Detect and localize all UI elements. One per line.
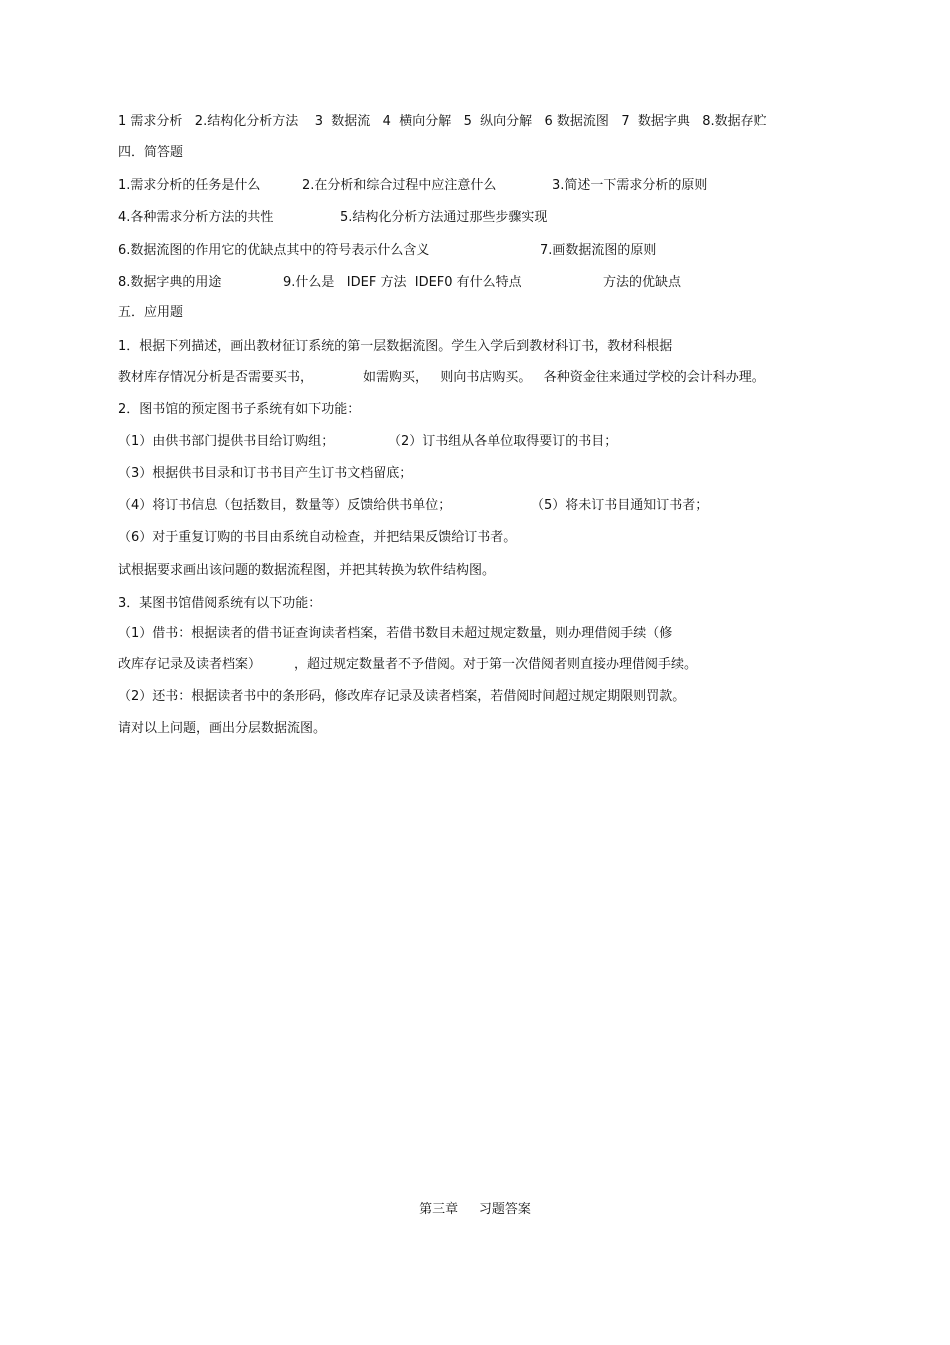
app1-line-1: 1．根据下列描述，画出教材征订系统的第一层数据流图。学生入学后到教材科订书，教材科根据 bbox=[118, 339, 673, 354]
page-footer-chapter-title: 第三章 习题答案 bbox=[419, 1202, 531, 1217]
app3-line-2-b: ，超过规定数量者不予借阅。对于第一次借阅者则直接办理借阅手续。 bbox=[294, 657, 698, 672]
app2-item-6: （6）对于重复订购的书目由系统自动检查，并把结果反馈给订书者。 bbox=[118, 530, 517, 545]
app2-intro: 2．图书馆的预定图书子系统有如下功能： bbox=[118, 402, 361, 417]
app2-items-row-4 bbox=[118, 497, 838, 515]
section-title-short-answer: 四．简答题 bbox=[118, 145, 184, 160]
question-row-1 bbox=[118, 177, 838, 195]
question-8: 8.数据字典的用途 bbox=[118, 275, 222, 290]
question-6: 6.数据流图的作用它的优缺点其中的符号表示什么含义 bbox=[118, 243, 430, 258]
question-9-tail: 方法的优缺点 bbox=[603, 275, 682, 290]
app2-item-2: （2）订书组从各单位取得要订的书目； bbox=[388, 434, 618, 449]
app3-intro: 3．某图书馆借阅系统有以下功能： bbox=[118, 596, 322, 611]
app2-items-row-1 bbox=[118, 433, 838, 451]
app1-line-2 bbox=[118, 369, 838, 387]
question-row-4 bbox=[118, 274, 838, 292]
question-3: 3.简述一下需求分析的原则 bbox=[552, 178, 708, 193]
question-7: 7.画数据流图的原则 bbox=[540, 243, 657, 258]
question-2: 2.在分析和综合过程中应注意什么 bbox=[302, 178, 497, 193]
app2-task: 试根据要求画出该问题的数据流程图，并把其转换为软件结构图。 bbox=[118, 563, 496, 578]
section-title-application: 五．应用题 bbox=[118, 305, 184, 320]
question-9: 9.什么是 IDEF 方法 IDEF0 有什么特点 bbox=[283, 275, 522, 290]
app2-item-1: （1）由供书部门提供书目给订购组； bbox=[118, 434, 335, 449]
question-4: 4.各种需求分析方法的共性 bbox=[118, 210, 274, 225]
terms-line: 1 需求分析 2.结构化分析方法 3 数据流 4 横向分解 5 纵向分解 6 数据流图 7 数据字典 8.数据存贮 bbox=[118, 114, 767, 129]
app3-line-2 bbox=[118, 656, 838, 674]
app2-item-3: （3）根据供书目录和订书书目产生订书文档留底； bbox=[118, 466, 413, 481]
app1-line-2-a: 教材库存情况分析是否需要买书， bbox=[118, 370, 314, 385]
app2-item-4: （4）将订书信息（包括数目，数量等）反馈给供书单位； bbox=[118, 498, 452, 513]
question-row-3 bbox=[118, 242, 838, 260]
app3-task: 请对以上问题，画出分层数据流图。 bbox=[118, 721, 327, 736]
app3-line-3: （2）还书：根据读者书中的条形码，修改库存记录及读者档案，若借阅时间超过规定期限则罚款。 bbox=[118, 689, 686, 704]
question-5: 5.结构化分析方法通过那些步骤实现 bbox=[340, 210, 548, 225]
question-1: 1.需求分析的任务是什么 bbox=[118, 178, 261, 193]
app1-line-2-b: 如需购买， 则向书店购买。 各种资金往来通过学校的会计科办理。 bbox=[363, 370, 765, 385]
question-row-2 bbox=[118, 209, 838, 227]
app3-line-1: （1）借书：根据读者的借书证查询读者档案，若借书数目未超过规定数量，则办理借阅手续（修 bbox=[118, 626, 673, 641]
app2-item-5: （5）将未订书目通知订书者； bbox=[531, 498, 709, 513]
app3-line-2-a: 改库存记录及读者档案） bbox=[118, 657, 262, 672]
